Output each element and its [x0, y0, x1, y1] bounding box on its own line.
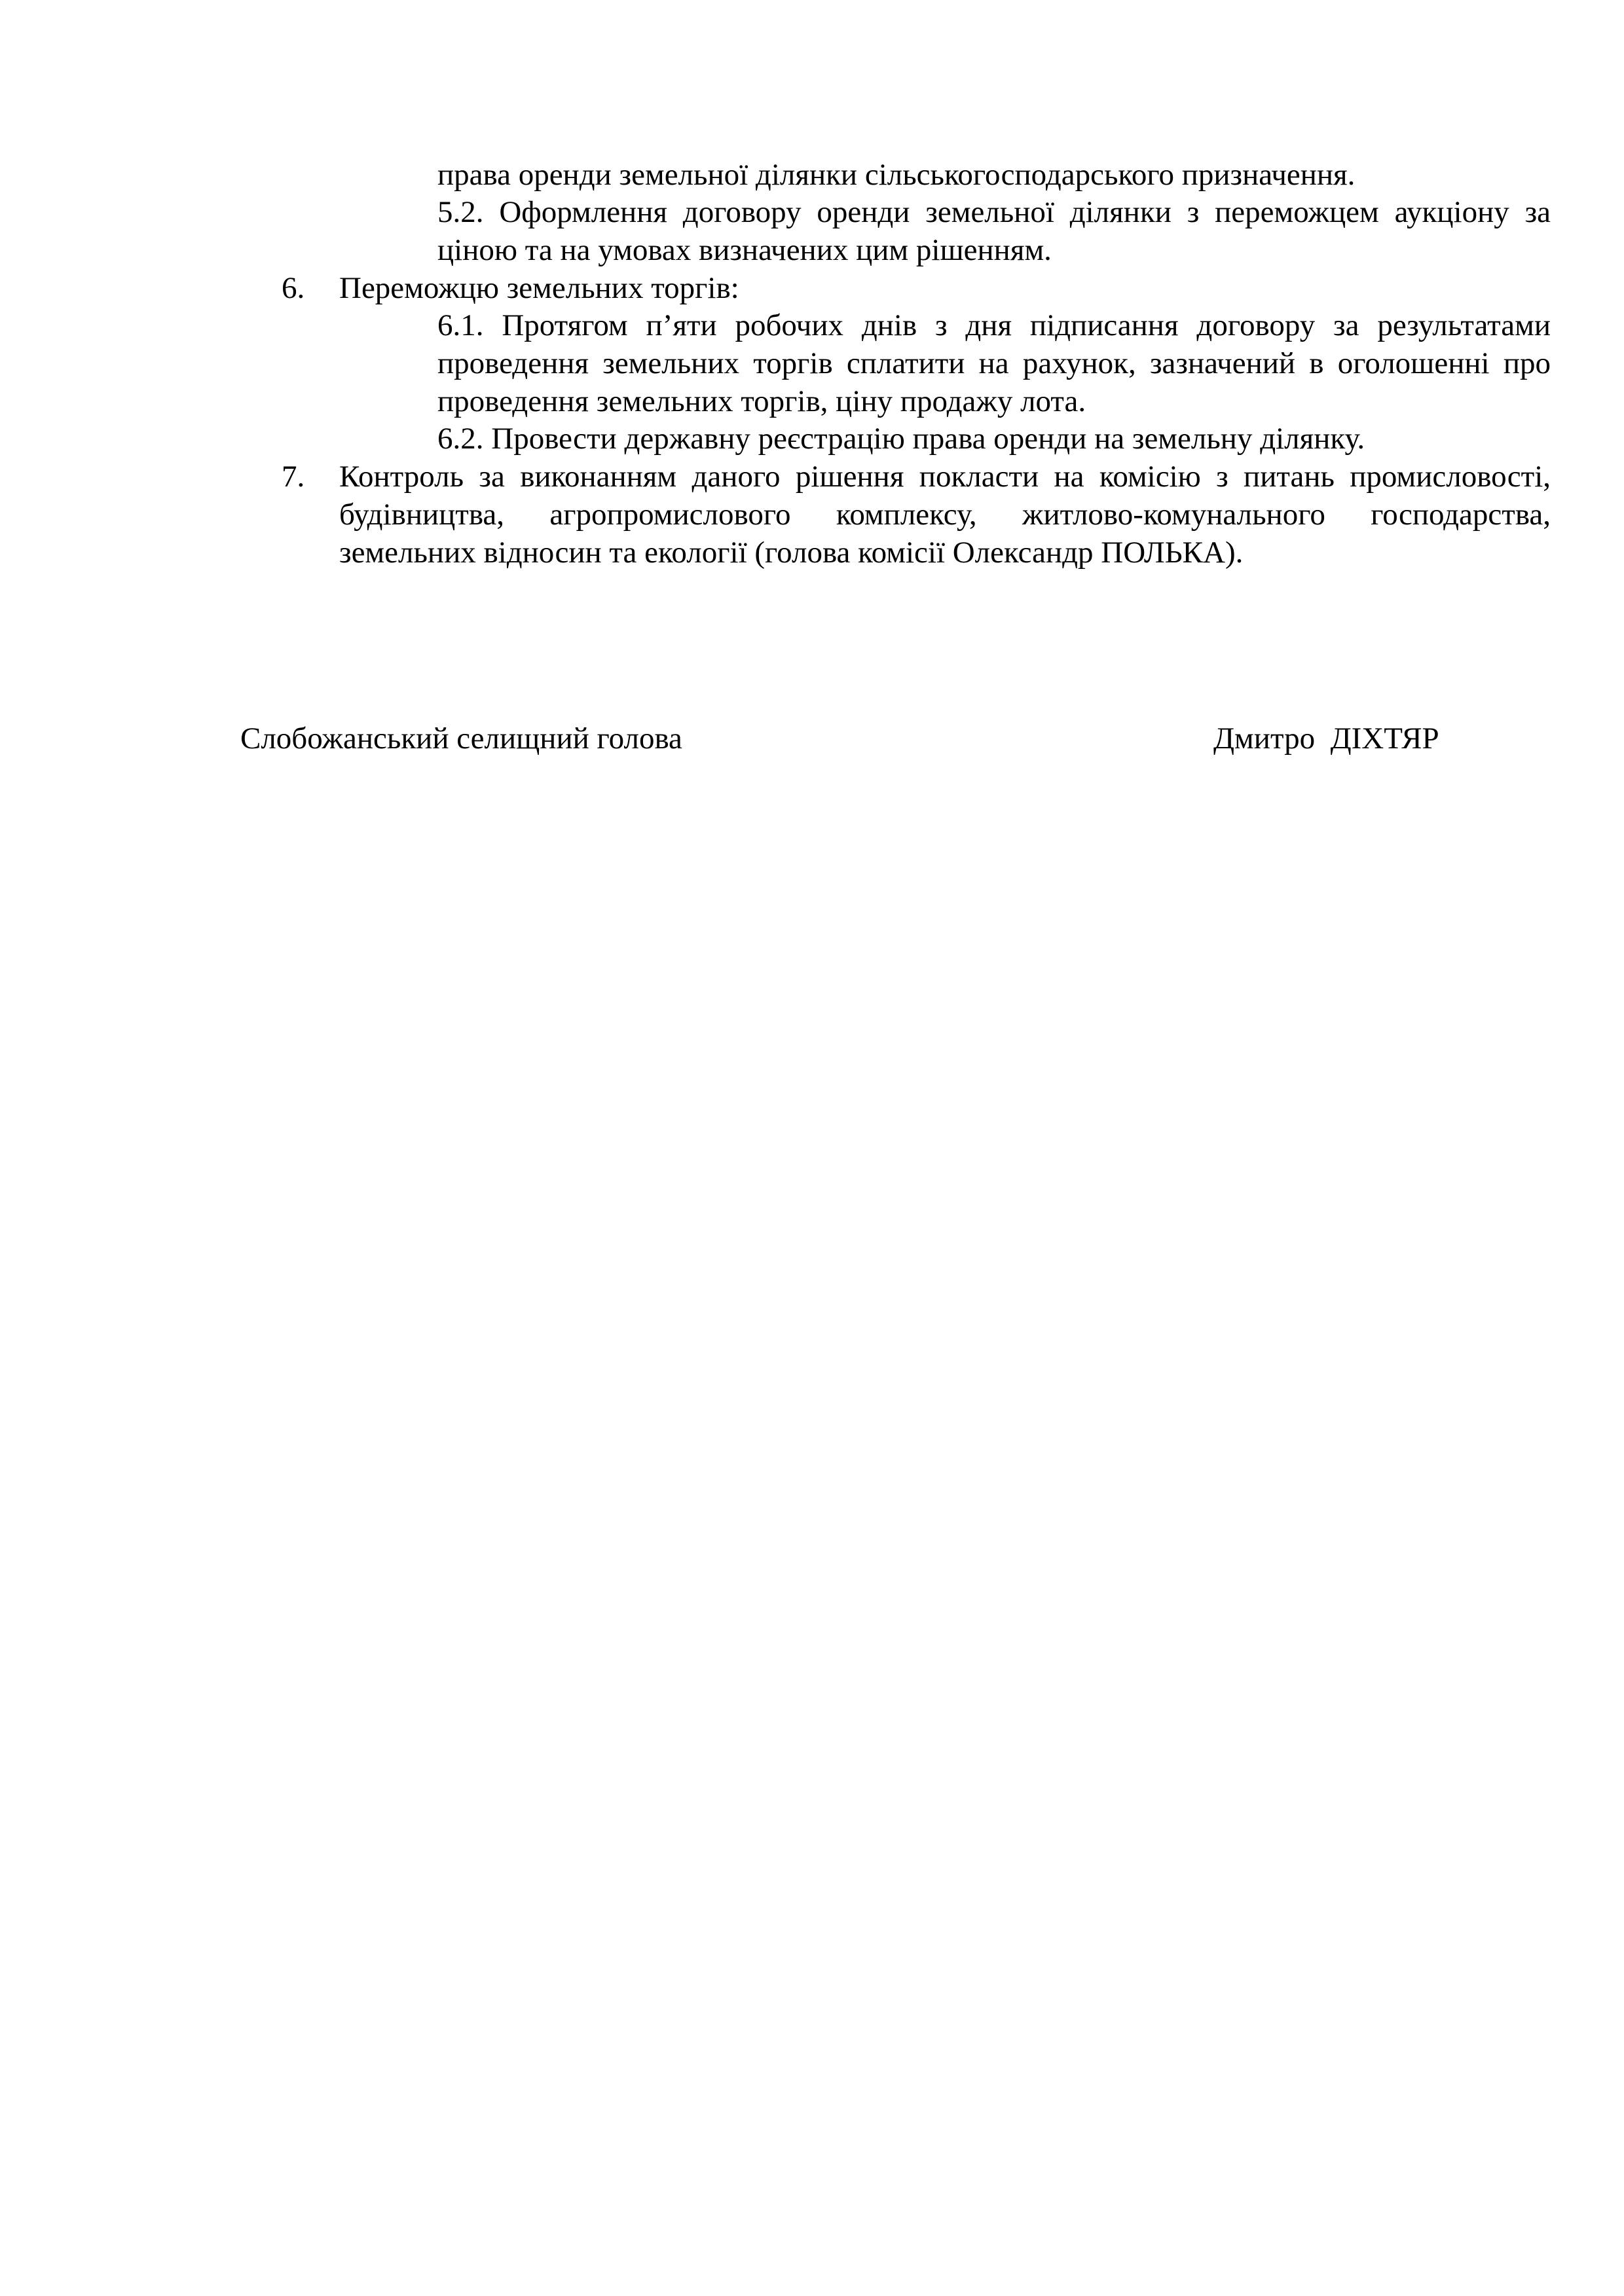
- item5-2-line1: 5.2. Оформлення договору оренди земельної ділянки з переможцем аукціону за: [437, 195, 1551, 229]
- item7-number: 7.: [282, 460, 305, 494]
- signature-position: Слобожанський селищний голова: [240, 721, 682, 756]
- item6-1-line2: проведення земельних торгів сплатити на рахунок, зазначений в оголошенні про: [437, 346, 1551, 380]
- item6-2: 6.2. Провести державну реєстрацію права оренди на земельну ділянку.: [437, 422, 1365, 456]
- item5-2-line2: ціною та на умовах визначених цим рішенням.: [437, 233, 1052, 267]
- item6-1-line3: проведення земельних торгів, ціну продажу лота.: [437, 384, 1086, 418]
- item6-1-line1: 6.1. Протягом п’яти робочих днів з дня підписання договору за результатами: [437, 308, 1551, 342]
- item6-number: 6.: [282, 271, 305, 305]
- item5-continuation: права оренди земельної ділянки сільськогосподарського призначення.: [437, 158, 1356, 192]
- signature-name: Дмитро ДІХТЯР: [1213, 721, 1439, 756]
- item7-line1: Контроль за виконанням даного рішення покласти на комісію з питань промисловості,: [339, 460, 1551, 494]
- item6-title: Переможцю земельних торгів:: [339, 271, 739, 305]
- item7-line3: земельних відносин та екології (голова комісії Олександр ПОЛЬКА).: [339, 536, 1244, 570]
- item7-line2: будівництва, агропромислового комплексу, житлово-комунального господарства,: [339, 498, 1551, 532]
